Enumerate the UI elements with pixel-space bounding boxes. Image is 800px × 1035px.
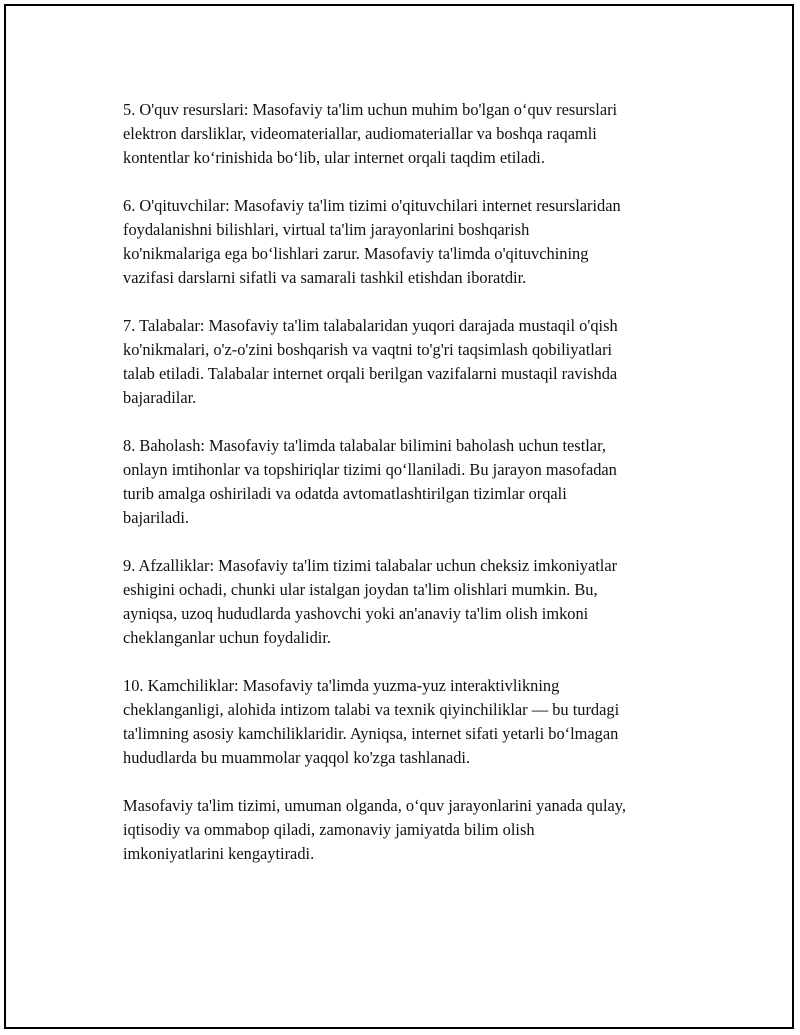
paragraph-advantages: 9. Afzalliklar: Masofaviy ta'lim tizimi talabalar uchun cheksiz imkoniyatlar eshigini ochadi, chunki ular istalgan joydan ta'lim olishlari mumkin. Bu, ayniqsa, uzoq hududlarda yashovchi yoki an'anaviy ta'lim olish imkoni cheklanganlar uchun foydalidir.	[123, 556, 618, 647]
document-body	[123, 98, 698, 866]
page-frame	[4, 4, 794, 1029]
paragraph-students: 7. Talabalar: Masofaviy ta'lim talabalaridan yuqori darajada mustaqil o'qish ko'nikmalari, o'z-o'zini boshqarish va vaqtni to'g'ri taqsimlash qobiliyatlari talab etiladi. Talabalar internet orqali berilgan vazifalarni mustaqil ravishda bajaradilar.	[123, 316, 618, 407]
paragraph-assessment: 8. Baholash: Masofaviy ta'limda talabalar bilimini baholash uchun testlar, onlayn imtihonlar va topshiriqlar tizimi qo‘llaniladi. Bu jarayon masofadan turib amalga oshiriladi va odatda avtomatlashtirilgan tizimlar orqali bajariladi.	[123, 436, 617, 527]
paragraph-teachers: 6. O'qituvchilar: Masofaviy ta'lim tizimi o'qituvchilari internet resurslaridan foydalanishni bilishlari, virtual ta'lim jarayonlarini boshqarish ko'nikmalariga ega bo‘lishlari zarur. Masofaviy ta'limda o'qituvchining vazifasi darslarni sifatli va samarali tashkil etishdan iboratdir.	[123, 196, 621, 287]
paragraph-disadvantages: 10. Kamchiliklar: Masofaviy ta'limda yuzma-yuz interaktivlikning cheklanganligi, alohida intizom talabi va texnik qiyinchiliklar — bu turdagi ta'limning asosiy kamchiliklaridir. Ayniqsa, internet sifati yetarli bo‘lmagan hududlarda bu muammolar yaqqol ko'zga tashlanadi.	[123, 676, 620, 767]
paragraph-educational-resources: 5. O'quv resurslari: Masofaviy ta'lim uchun muhim bo'lgan o‘quv resurslari elektron darsliklar, videomateriallar, audiomateriallar va boshqa raqamli kontentlar ko‘rinishida bo‘lib, ular internet orqali taqdim etiladi.	[123, 100, 618, 167]
paragraph-conclusion: Masofaviy ta'lim tizimi, umuman olganda, o‘quv jarayonlarini yanada qulay, iqtisodiy va ommabop qiladi, zamonaviy jamiyatda bilim olish imkoniyatlarini kengaytiradi.	[123, 796, 627, 863]
